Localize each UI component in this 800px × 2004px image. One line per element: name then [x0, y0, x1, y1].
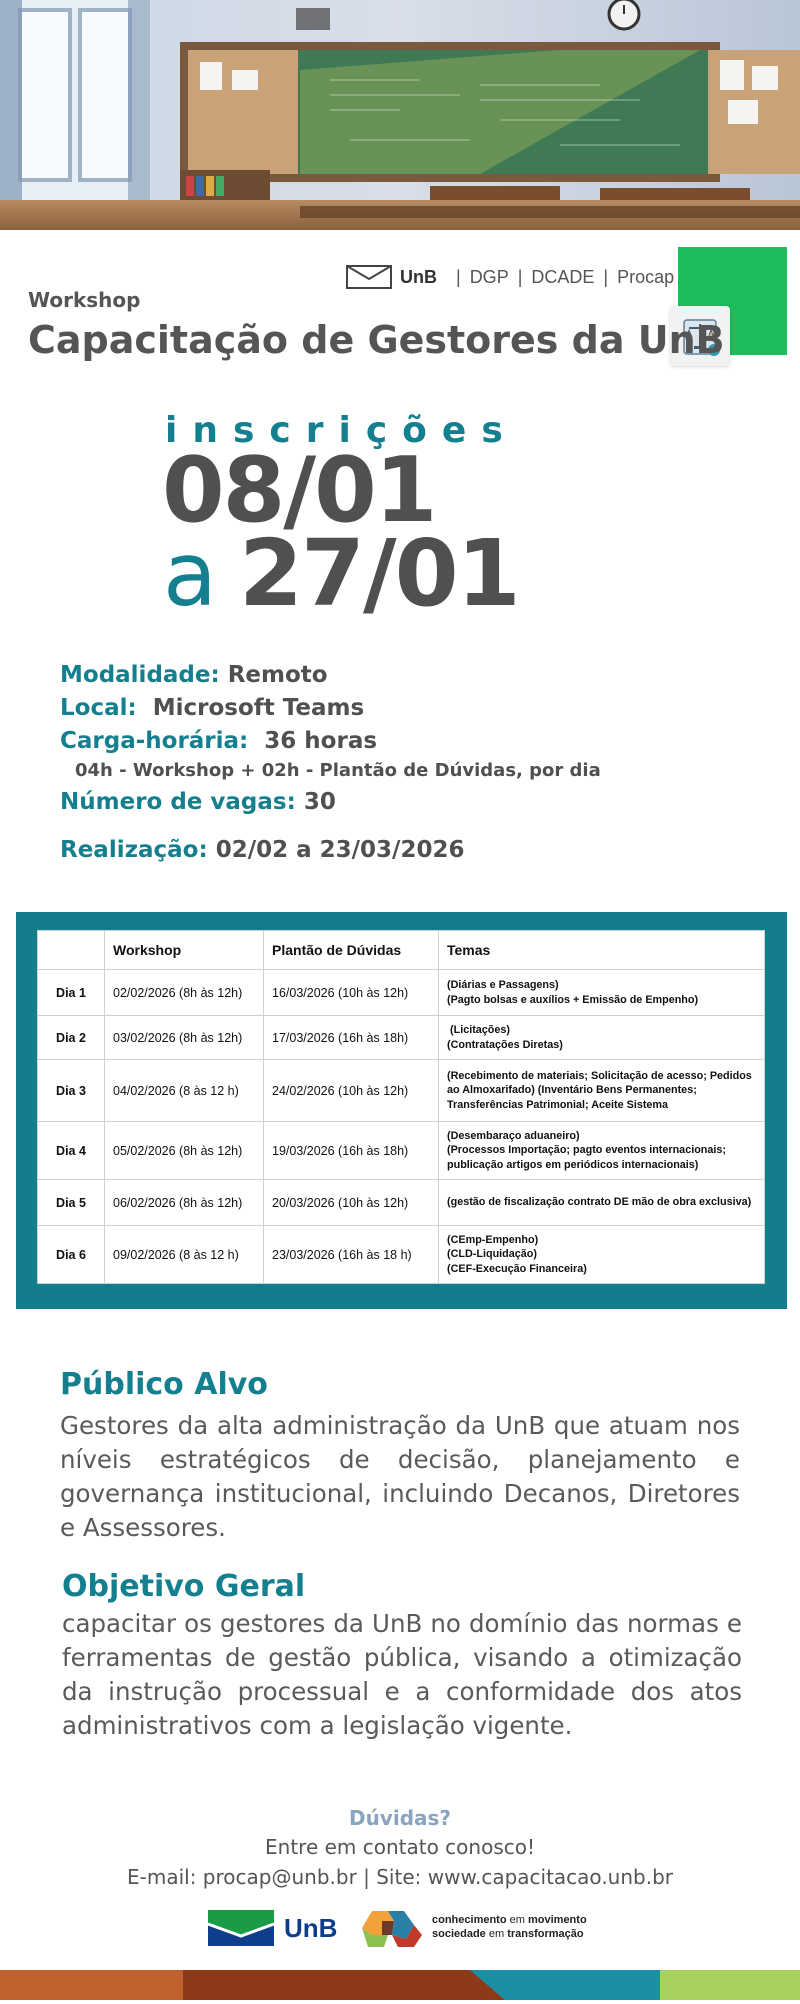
- topics-cell: [439, 970, 765, 1016]
- table-header-row: [38, 931, 765, 970]
- separator: |: [603, 266, 609, 287]
- day-cell: Dia 1: [38, 970, 105, 1016]
- audience-text: Gestores da alta administração da UnB que atuam nos níveis estratégicos de decisão, planejamento e governança institucional, incluindo Decanos, Diretores e Assessores.: [60, 1411, 740, 1542]
- column-header: Workshop: [105, 931, 264, 970]
- registration-end-line: [163, 520, 519, 627]
- contact-email-site: E-mail: procap@unb.br | Site: www.capacitacao.unb.br: [127, 1865, 673, 1889]
- unb-label: UnB: [400, 266, 437, 287]
- local-row: [60, 695, 364, 721]
- hours-row: [60, 728, 377, 754]
- table-row: [38, 1060, 765, 1122]
- table-row: [38, 970, 765, 1016]
- contact-question: Dúvidas?: [348, 1806, 452, 1830]
- separator: |: [456, 266, 461, 287]
- workshop-date-cell: 02/02/2026 (8h às 12h): [105, 970, 264, 1016]
- support-date-cell: 17/03/2026 (16h às 18h): [264, 1016, 439, 1060]
- day-cell: Dia 5: [38, 1180, 105, 1226]
- column-header: Temas: [439, 931, 765, 970]
- workshop-date-cell: 04/02/2026 (8 às 12 h): [105, 1060, 264, 1122]
- slogan-logo: [358, 1906, 587, 1950]
- schedule-table: [37, 930, 765, 1284]
- modality-value: Remoto: [227, 662, 328, 688]
- support-date-cell: 20/03/2026 (10h às 12h): [264, 1180, 439, 1226]
- topic-line: (Diárias e Passagens): [447, 979, 559, 992]
- column-header: [38, 931, 105, 970]
- topic-line: (Processos Importação; pagto eventos internacionais; publicação artigos em periódicos internacionais): [447, 1144, 729, 1171]
- page-title: Capacitação de Gestores da UnB: [28, 318, 725, 362]
- event-type-label: Workshop: [28, 288, 141, 312]
- stripe-brown: [183, 1970, 505, 2000]
- day-cell: Dia 3: [38, 1060, 105, 1122]
- topic-line: (Recebimento de materiais; Solicitação de acesso; Pedidos ao Almoxarifado) (Inventário Bens Permanentes; Transferências Patrimonial; Aceite Sistema: [447, 1069, 755, 1111]
- topics-cell: [439, 1122, 765, 1180]
- table-row: [38, 1122, 765, 1180]
- hours-detail: 04h - Workshop + 02h - Plantão de Dúvidas, por dia: [75, 760, 601, 781]
- topics-cell: [439, 1180, 765, 1226]
- realization-value: 02/02 a 23/03/2026: [215, 837, 465, 863]
- topics-cell: [439, 1016, 765, 1060]
- day-cell: Dia 6: [38, 1226, 105, 1284]
- support-date-cell: 23/03/2026 (16h às 18 h): [264, 1226, 439, 1284]
- registration-start-date: 08/01: [162, 438, 436, 543]
- local-label: Local:: [60, 695, 137, 721]
- separator: |: [517, 266, 523, 287]
- topics-cell: [439, 1060, 765, 1122]
- realization-label: Realização:: [60, 837, 208, 863]
- topic-line: (CEF-Execução Financeira): [447, 1262, 587, 1275]
- topic-line: (Desembaraço aduaneiro): [447, 1129, 580, 1142]
- institution-header: [346, 262, 674, 292]
- day-cell: Dia 4: [38, 1122, 105, 1180]
- modality-row: [60, 662, 328, 688]
- unb-flag-icon: [208, 1910, 274, 1946]
- hexagon-logo-icon: [358, 1907, 426, 1949]
- column-header: Plantão de Dúvidas: [264, 931, 439, 970]
- schedule-panel: [16, 912, 787, 1309]
- org-procap: Procap: [617, 266, 675, 287]
- registration-label: inscrições: [165, 410, 518, 451]
- vacancies-label: Número de vagas:: [60, 789, 296, 815]
- day-cell: Dia 2: [38, 1016, 105, 1060]
- table-row: [38, 1016, 765, 1060]
- slogan-word: em: [488, 1928, 505, 1940]
- topic-line: (Licitações): [447, 1024, 510, 1037]
- unb-logo: [208, 1910, 337, 1946]
- slogan-word: movimento: [527, 1914, 587, 1927]
- topic-line: (CLD-Liquidação): [447, 1248, 537, 1261]
- vacancies-row: [60, 789, 336, 815]
- slogan-word: sociedade: [432, 1928, 486, 1940]
- slogan-line-1: [432, 1914, 587, 1928]
- support-date-cell: 19/03/2026 (16h às 18h): [264, 1122, 439, 1180]
- org-dgp: DGP: [469, 266, 509, 287]
- stripe-lime: [660, 1970, 800, 2000]
- slogan-text: [432, 1914, 587, 1942]
- hours-value: 36 horas: [264, 728, 378, 754]
- workshop-date-cell: 05/02/2026 (8h às 12h): [105, 1122, 264, 1180]
- topic-line: (CEmp-Empenho): [447, 1233, 539, 1246]
- audience-title: Público Alvo: [60, 1367, 268, 1402]
- objective-title: Objetivo Geral: [62, 1569, 306, 1604]
- support-date-cell: 16/03/2026 (10h às 12h): [264, 970, 439, 1016]
- topic-line: (Contratações Diretas): [447, 1038, 563, 1051]
- org-dcade: DCADE: [531, 266, 595, 287]
- hero-classroom-image: [0, 0, 800, 230]
- registration-connector: a: [163, 523, 217, 626]
- slogan-word: em: [509, 1914, 525, 1927]
- objective-text: capacitar os gestores da UnB no domínio das normas e ferramentas de gestão pública, visando a otimização da instrução processual e a conformidade dos atos administrativos com a legislação vigente.: [62, 1609, 742, 1740]
- contact-invite: Entre em contato conosco!: [265, 1835, 535, 1859]
- workshop-date-cell: 09/02/2026 (8 às 12 h): [105, 1226, 264, 1284]
- modality-label: Modalidade:: [60, 662, 220, 688]
- topic-line: (Pagto bolsas e auxílios + Emissão de Empenho): [447, 993, 699, 1006]
- workshop-date-cell: 06/02/2026 (8h às 12h): [105, 1180, 264, 1226]
- schedule-body: [38, 970, 765, 1284]
- unb-mark-icon: [346, 265, 392, 289]
- workshop-date-cell: 03/02/2026 (8h às 12h): [105, 1016, 264, 1060]
- unb-logo-text: UnB: [284, 1912, 338, 1943]
- vacancies-value: 30: [303, 789, 336, 815]
- slogan-line-2: [432, 1928, 587, 1942]
- hours-label: Carga-horária:: [60, 728, 249, 754]
- support-date-cell: 24/02/2026 (10h às 12h): [264, 1060, 439, 1122]
- table-row: [38, 1226, 765, 1284]
- topic-line: (gestão de fiscalização contrato DE mão de obra exclusiva): [447, 1196, 752, 1209]
- slogan-word: conhecimento: [432, 1914, 507, 1927]
- topics-cell: [439, 1226, 765, 1284]
- realization-row: [60, 837, 464, 863]
- footer-color-stripe: [0, 1970, 800, 2000]
- table-row: [38, 1180, 765, 1226]
- registration-end-date: 27/01: [238, 520, 519, 627]
- local-value: Microsoft Teams: [152, 695, 365, 721]
- slogan-word: transformação: [507, 1928, 584, 1940]
